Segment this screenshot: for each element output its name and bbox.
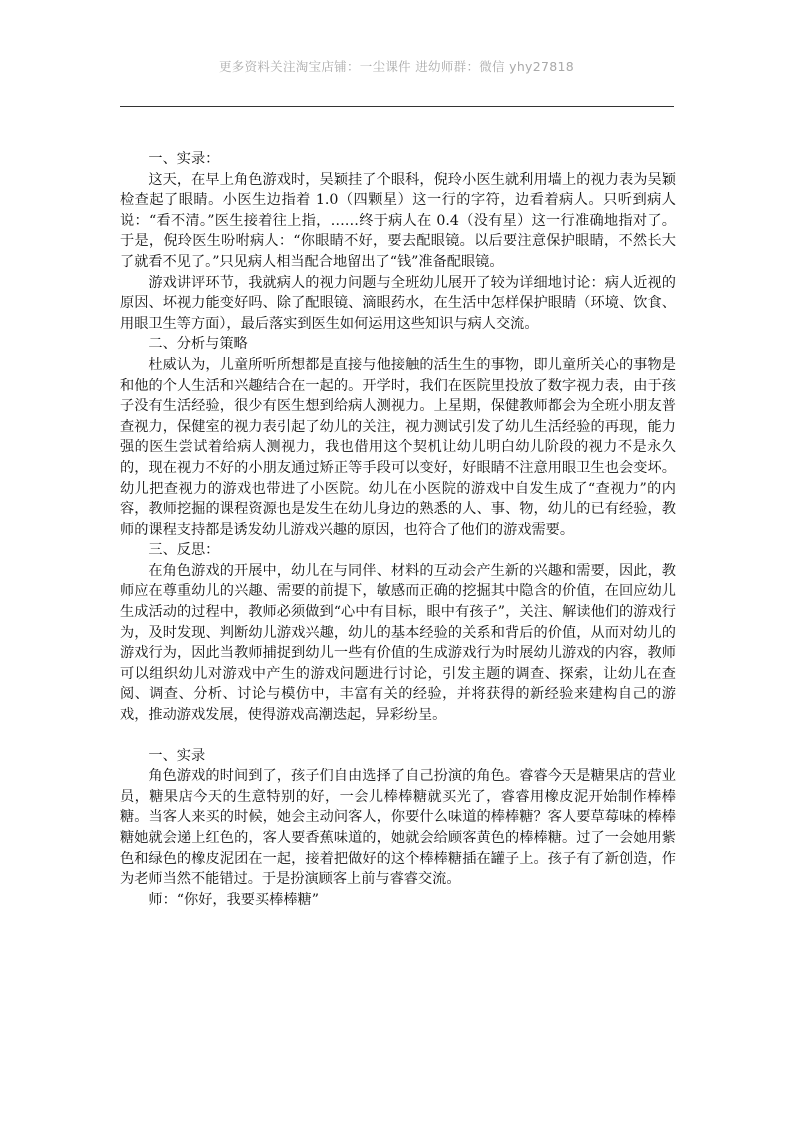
header-divider	[120, 106, 674, 107]
paragraph-analysis: 杜威认为，儿童所听所想都是直接与他接触的活生生的事物，即儿童所关心的事物是和他的个人生活和兴趣结合在一起的。开学时，我们在医院里投放了数字视力表，由于孩子没有生活经验，很少有医生想到给病人测视力。上星期，保健教师都会为全班小朋友普查视力，保健室的视力表引起了幼儿的关注，视力测试引发了幼儿生活经验的再现，能力强的医生尝试着给病人测视力，我也借用这个契机让幼儿明白幼儿阶段的视力不是永久的，现在视力不好的小朋友通过矫正等手段可以变好，好眼睛不注意用眼卫生也会变坏。幼儿把查视力的游戏也带进了小医院。幼儿在小医院的游戏中自发生成了“查视力”的内容，教师挖掘的课程资源也是发生在幼儿身边的熟悉的人、事、物，幼儿的已有经验，教师的课程支持都是诱发幼儿游戏兴趣的原因，也符合了他们的游戏需要。	[120, 356, 676, 538]
section-heading-reflection: 三、反思：	[148, 542, 220, 559]
section-spacer	[120, 726, 676, 746]
paragraph-teacher-dialogue: 师：“你好，我要买棒棒糖”	[148, 891, 319, 908]
section-heading-record: 一、实录：	[148, 151, 220, 167]
section-heading-record-2: 一、实录	[148, 747, 206, 764]
paragraph-record-candy: 角色游戏的时间到了，孩子们自由选择了自己扮演的角色。睿睿今天是糖果店的营业员，糖果店今天的生意特别的好，一会儿棒棒糖就买光了，睿睿用橡皮泥开始制作棒棒糖。当客人来买的时候，她会主动问客人，你要什么味道的棒棒糖？客人要草莓味的棒棒糖她就会递上红色的，客人要香蕉味道的，她就会给顾客黄色的棒棒糖。过了一会她用紫色和绿色的橡皮泥团在一起，接着把做好的这个棒棒糖插在罐子上。孩子有了新创造，作为老师当然不能错过。于是扮演顾客上前与睿睿交流。	[120, 768, 676, 888]
document-body	[120, 149, 676, 910]
paragraph-record-2: 游戏讲评环节，我就病人的视力问题与全班幼儿展开了较为详细地讨论：病人近视的原因、坏视力能变好吗、除了配眼镜、滴眼药水，在生活中怎样保护眼睛（环境、饮食、用眼卫生等方面），最后落实到医生如何运用这些知识与病人交流。	[120, 274, 676, 332]
paragraph-record-1: 这天，在早上角色游戏时，吴颖挂了个眼科，倪玲小医生就利用墙上的视力表为吴颖检查起了眼睛。小医生边指着 1.0（四颗星）这一行的字符，边看着病人。只听到病人说：“看不清。”医生接着往上指，……终于病人在 0.4（没有星）这一行准确地指对了。于是，倪玲医生吩咐病人：“你眼睛不好，要去配眼镜。以后要注意保护眼睛，不然长大了就看不见了。”只见病人相当配合地留出了“钱”准备配眼镜。	[120, 171, 676, 270]
section-heading-analysis: 二、分析与策略	[148, 336, 248, 353]
paragraph-reflection: 在角色游戏的开展中，幼儿在与同伴、材料的互动会产生新的兴趣和需要，因此，教师应在尊重幼儿的兴趣、需要的前提下，敏感而正确的挖掘其中隐含的价值，在回应幼儿生成活动的过程中，教师必须做到“心中有目标，眼中有孩子”，关注、解读他们的游戏行为，及时发现、判断幼儿游戏兴趣，幼儿的基本经验的关系和背后的价值，从而对幼儿的游戏行为，因此当教师捕捉到幼儿一些有价值的生成游戏行为时展幼儿游戏的内容，教师可以组织幼儿对游戏中产生的游戏问题进行讨论，引发主题的调查、探索，让幼儿在查阅、调查、分析、讨论与模仿中，丰富有关的经验，并将获得的新经验来建构自己的游戏，推动游戏发展，使得游戏高潮迭起，异彩纷呈。	[120, 562, 676, 724]
page-header-watermark: 更多资料关注淘宝店铺：一尘课件 进幼师群：微信 yhy27818	[218, 59, 575, 74]
